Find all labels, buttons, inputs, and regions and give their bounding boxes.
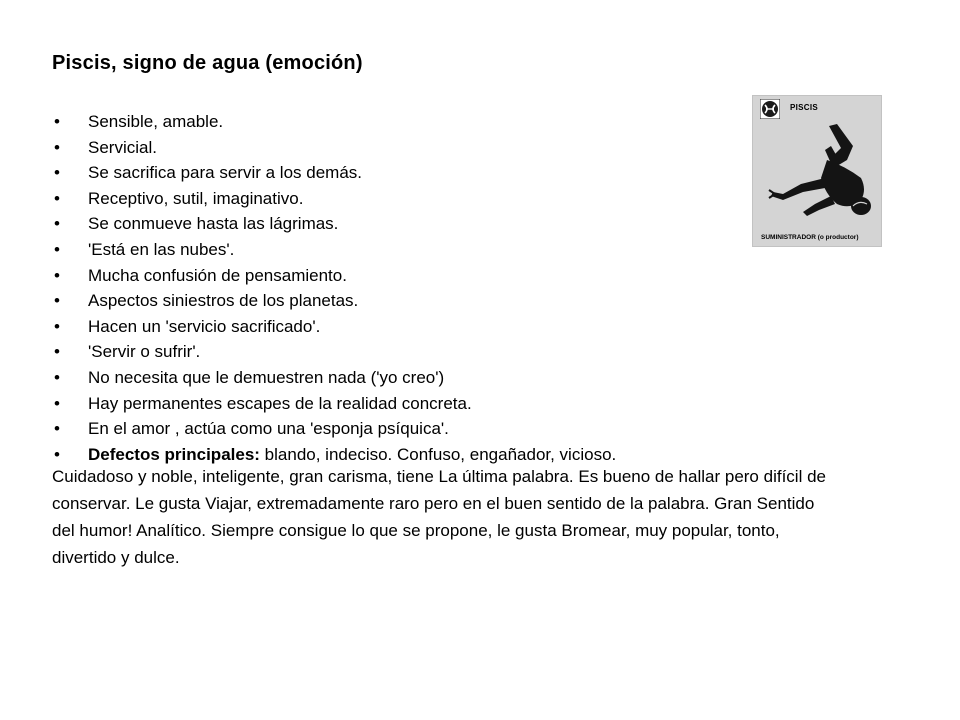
bullet-icon: • [54, 188, 60, 208]
list-item-text: Aspectos siniestros de los planetas. [88, 291, 359, 311]
list-item [52, 314, 616, 340]
list-item [52, 160, 616, 186]
list-item-text: Se sacrifica para servir a los demás. [88, 163, 362, 183]
description-paragraph: Cuidadoso y noble, inteligente, gran carisma, tiene La última palabra. Es bueno de hallar pero difícil de conservar. Le gusta Viajar, extremadamente raro pero en el buen sentido de la palabra. Gran Sentido del humor! Analítico. Siempre consigue lo que se propone, le gusta Bromear, muy popular, tonto, divertido y dulce. [52, 467, 826, 567]
pisces-symbol-icon [760, 99, 780, 119]
bullet-icon: • [54, 419, 60, 439]
card-label: PISCIS [790, 103, 819, 112]
bullet-icon: • [54, 214, 60, 234]
list-item [52, 263, 616, 289]
list-item [52, 288, 616, 314]
bullet-icon: • [54, 137, 60, 157]
list-item [52, 109, 616, 135]
list-item-text: Receptivo, sutil, imaginativo. [88, 188, 304, 208]
list-item-text: 'Servir o sufrir'. [88, 342, 201, 362]
bullet-icon: • [54, 112, 60, 131]
list-item-text: No necesita que le demuestren nada ('yo creo') [88, 367, 445, 387]
list-item-text: Se conmueve hasta las lágrimas. [88, 214, 339, 234]
card-caption: SUMINISTRADOR (o productor) [761, 234, 859, 241]
list-item [52, 339, 616, 365]
bullet-icon: • [54, 342, 60, 362]
bullet-icon: • [54, 291, 60, 311]
defects-text: blando, indeciso. Confuso, engañador, vicioso. [259, 444, 617, 464]
list-item [52, 416, 616, 442]
trait-list [52, 109, 616, 467]
list-item-text: Sensible, amable. [88, 112, 224, 131]
list-item [52, 237, 616, 263]
defects-label: Defectos principales: [88, 444, 260, 464]
pisces-card [752, 95, 882, 247]
falling-figure-icon [767, 120, 871, 224]
list-item [52, 365, 616, 391]
list-item [52, 135, 616, 161]
list-item [52, 211, 616, 237]
list-item [52, 391, 616, 417]
list-item-text: Servicial. [88, 137, 157, 157]
bullet-icon: • [54, 393, 60, 413]
list-item-text: Hacen un 'servicio sacrificado'. [88, 316, 321, 336]
bullet-icon: • [54, 239, 60, 259]
page-title: Piscis, signo de agua (emoción) [52, 52, 363, 74]
list-item-text: Mucha confusión de pensamiento. [88, 265, 347, 285]
bullet-icon: • [54, 163, 60, 183]
list-item [52, 186, 616, 212]
bullet-icon: • [54, 367, 60, 387]
list-item-text: En el amor , actúa como una 'esponja psíquica'. [88, 419, 449, 439]
list-item-text: 'Está en las nubes'. [88, 239, 235, 259]
list-item-text: Hay permanentes escapes de la realidad concreta. [88, 393, 472, 413]
bullet-icon: • [54, 444, 60, 464]
bullet-icon: • [54, 316, 60, 336]
bullet-icon: • [54, 265, 60, 285]
